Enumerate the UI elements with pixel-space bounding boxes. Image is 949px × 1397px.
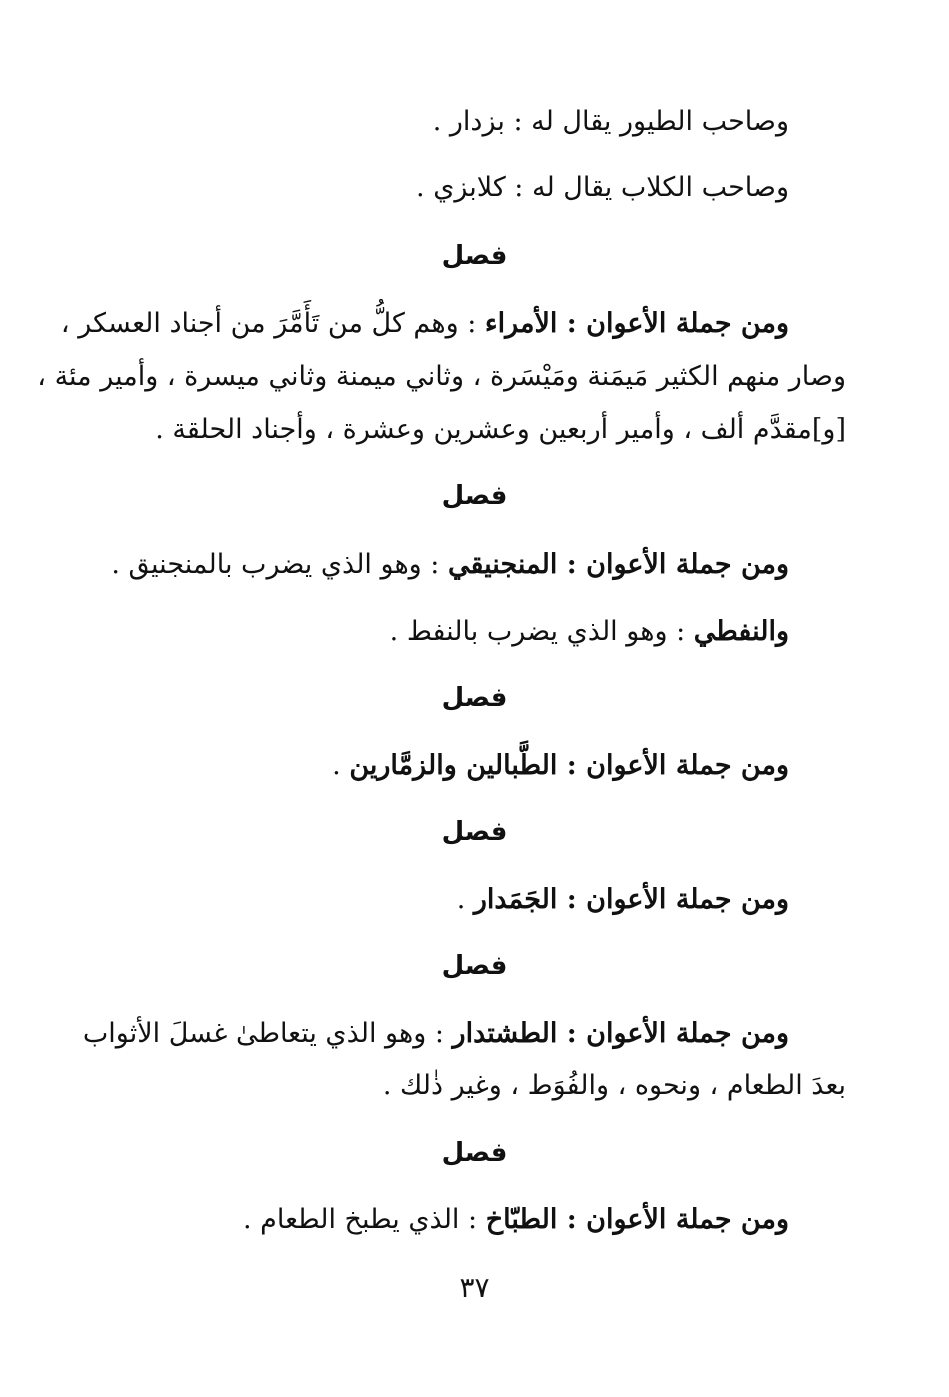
line-text: . xyxy=(332,750,350,781)
text-line xyxy=(111,545,789,585)
term-bold: والنفطي xyxy=(693,616,789,647)
page-number: ٣٧ xyxy=(459,1271,490,1304)
text-line xyxy=(416,168,789,208)
line-text: : وهو الذي يتعاطىٰ غسلَ الأثواب xyxy=(82,1018,453,1049)
line-text: وصاحب الطيور يقال له : بزدار . xyxy=(432,106,789,137)
text-line xyxy=(457,880,789,920)
section-heading: فصل xyxy=(441,241,508,271)
line-text: . xyxy=(456,884,474,915)
text-line xyxy=(383,1066,846,1106)
line-text: : الذي يطبخ الطعام . xyxy=(242,1204,486,1235)
term-bold: ومن جملة الأعوان : الجَمَدار xyxy=(473,884,789,915)
line-text: : وهو الذي يضرب بالمنجنيق . xyxy=(111,549,448,580)
line-text: : وهو الذي يضرب بالنفط . xyxy=(389,616,694,647)
text-line xyxy=(37,357,846,397)
text-line xyxy=(243,1200,789,1240)
section-heading: فصل xyxy=(441,1138,508,1168)
line-text: وصاحب الكلاب يقال له : كلابزي . xyxy=(416,172,789,203)
section-heading: فصل xyxy=(441,683,508,713)
text-line xyxy=(390,612,789,652)
text-line xyxy=(61,304,789,344)
section-heading: فصل xyxy=(441,481,508,511)
line-text: وصار منهم الكثير مَيمَنة ومَيْسَرة ، وثاني ميمنة وثاني ميسرة ، وأمير مئة ، xyxy=(37,361,846,392)
line-text: [و]مقدَّم ألف ، وأمير أربعين وعشرين وعشرة ، وأجناد الحلقة . xyxy=(155,414,846,445)
term-bold: ومن جملة الأعوان : الأمراء xyxy=(484,308,789,339)
text-line xyxy=(332,746,789,786)
term-bold: ومن جملة الأعوان : الطبّاخ xyxy=(485,1204,789,1235)
term-bold: ومن جملة الأعوان : الطشتدار xyxy=(452,1018,789,1049)
text-line xyxy=(155,410,846,450)
text-line xyxy=(433,102,789,142)
text-line xyxy=(83,1014,789,1054)
line-text: بعدَ الطعام ، ونحوه ، والفُوَط ، وغير ذٰلك . xyxy=(382,1070,846,1101)
term-bold: ومن جملة الأعوان : الطَّبالين والزمَّارين xyxy=(349,750,789,781)
section-heading: فصل xyxy=(441,951,508,981)
line-text: : وهم كلُّ من تَأَمَّرَ من أجناد العسكر ، xyxy=(60,308,485,339)
term-bold: ومن جملة الأعوان : المنجنيقي xyxy=(448,549,789,580)
section-heading: فصل xyxy=(441,817,508,847)
